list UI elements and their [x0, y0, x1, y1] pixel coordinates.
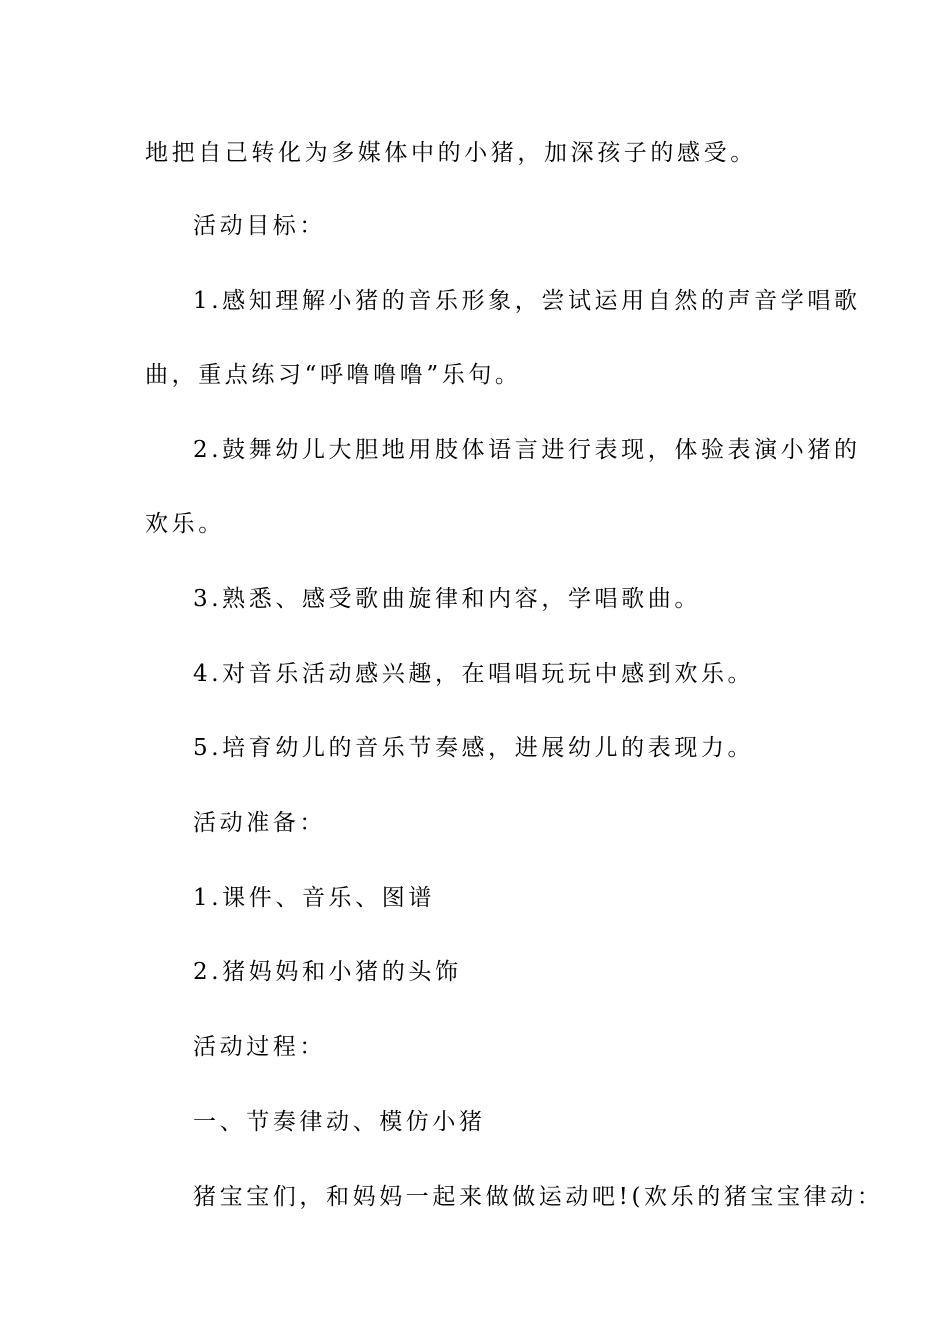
goal-item-4: 4.对音乐活动感兴趣，在唱唱玩玩中感到欢乐。 [193, 661, 755, 687]
goal-item-3: 3.熟悉、感受歌曲旋律和内容，学唱歌曲。 [193, 586, 701, 612]
section-heading-goals: 活动目标： [193, 213, 326, 239]
paragraph-line: 地把自己转化为多媒体中的小猪，加深孩子的感受。 [145, 140, 757, 166]
section-heading-preparation: 活动准备： [193, 810, 326, 836]
goal-item-5: 5.培育幼儿的音乐节奏感，进展幼儿的表现力。 [193, 735, 755, 761]
process-step-1-title: 一、节奏律动、模仿小猪 [193, 1109, 486, 1135]
goal-item-2-continuation: 欢乐。 [145, 511, 225, 537]
preparation-item-2: 2.猪妈妈和小猪的头饰 [193, 959, 462, 985]
goal-item-1: 1.感知理解小猪的音乐形象，尝试运用自然的声音学唱歌 [193, 288, 861, 314]
goal-item-1-continuation: 曲，重点练习“呼噜噜噜”乐句。 [145, 362, 522, 388]
preparation-item-1: 1.课件、音乐、图谱 [193, 885, 435, 911]
section-heading-process: 活动过程： [193, 1034, 326, 1060]
process-step-1-text: 猪宝宝们，和妈妈一起来做做运动吧!(欢乐的猪宝宝律动： [193, 1184, 884, 1210]
goal-item-2: 2.鼓舞幼儿大胆地用肢体语言进行表现，体验表演小猪的 [193, 437, 861, 463]
